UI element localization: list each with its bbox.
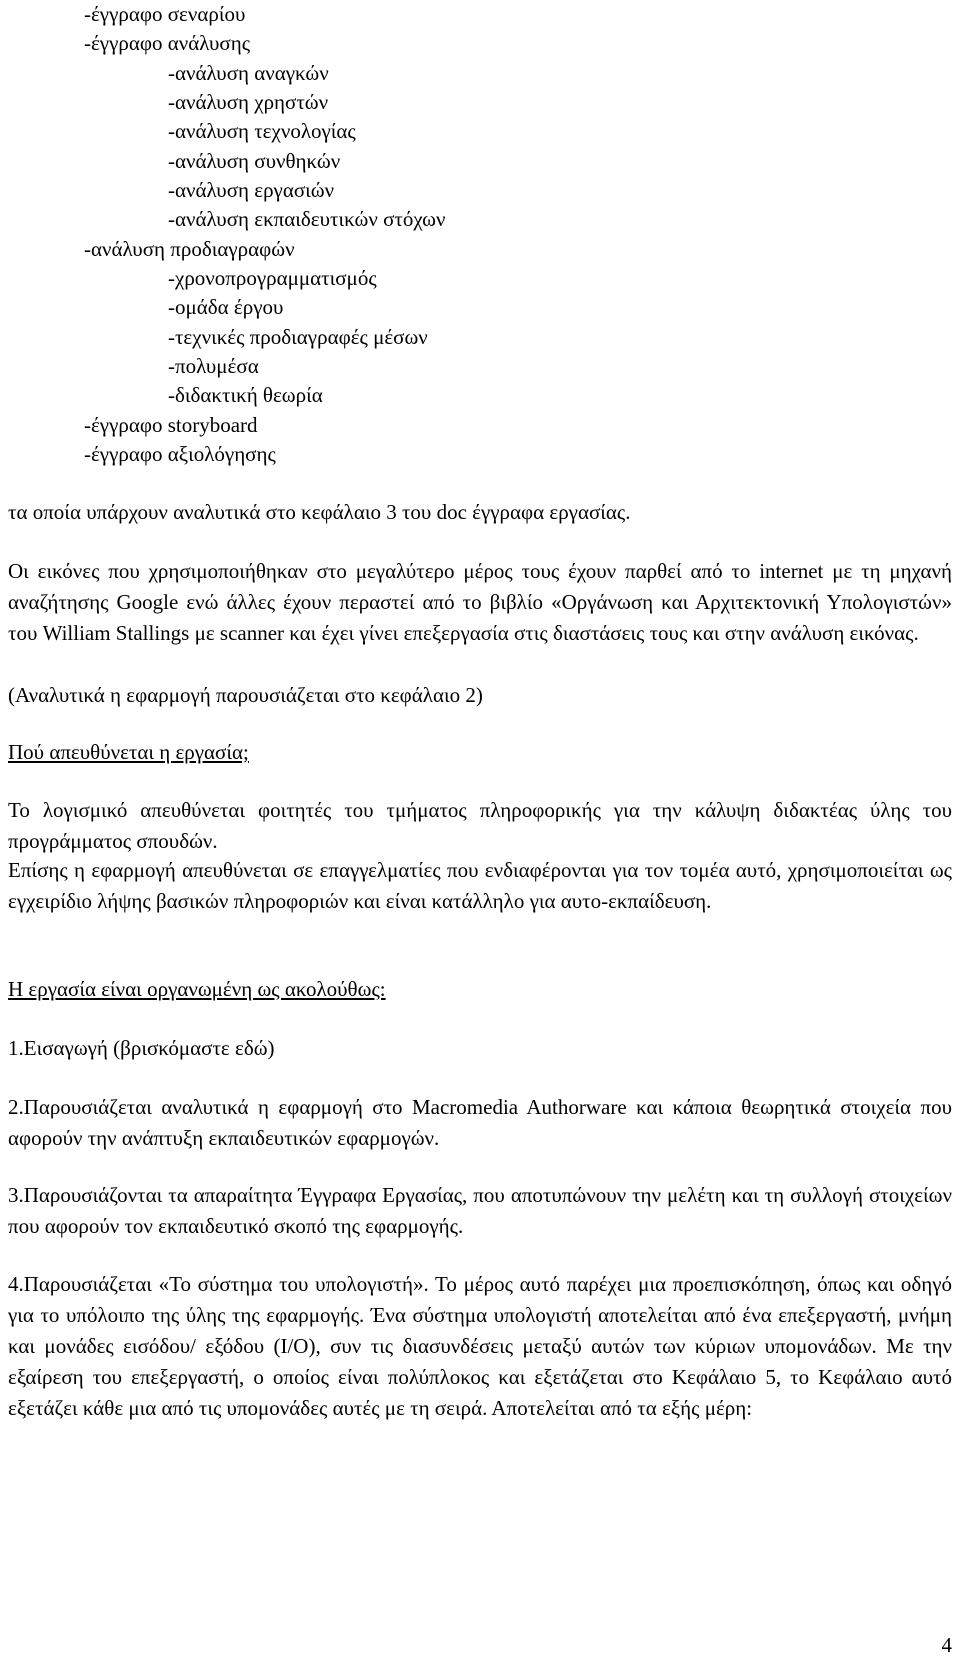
- list-item: -διδακτική θεωρία: [168, 383, 323, 407]
- audience-paragraph-1: Το λογισμικό απευθύνεται φοιτητές του τμήματος πληροφορικής για την κάλυψη διδακτέας ύλης του προγράμματος σπουδών.: [8, 798, 952, 853]
- list-item: -έγγραφο αξιολόγησης: [84, 442, 276, 466]
- list-item: -ομάδα έργου: [168, 295, 284, 319]
- list-item: -ανάλυση συνθηκών: [168, 149, 341, 173]
- list-item: -ανάλυση αναγκών: [168, 61, 329, 85]
- structure-heading-text: Η εργασία είναι οργανωμένη ως ακολούθως:: [8, 977, 386, 1001]
- structure-item: 4.Παρουσιάζεται «Το σύστημα του υπολογιστή». Το μέρος αυτό παρέχει μια προεπισκόπηση, όπως και οδηγό για το υπόλοιπο της ύλης της εφαρμογής. Ένα σύστημα υπολογιστή αποτελείται από ένα επεξεργαστή, μνήμη και μονάδες εισόδου/ εξόδου (I/O), συν τις διασυνδέσεις μεταξύ αυτών των κύριων υπομονάδων. Με την εξαίρεση του επεξεργαστή, ο οποίος είναι πολύπλοκος και εξετάζεται στο Κεφάλαιο 5, το Κεφάλαιο αυτό εξετάζει κάθε μια από τις υπομονάδες αυτές με τη σειρά. Αποτελείται από τα εξής μέρη:: [8, 1272, 952, 1420]
- list-note: τα οποία υπάρχουν αναλυτικά στο κεφάλαιο 3 του doc έγγραφα εργασίας.: [8, 500, 631, 524]
- list-item: -ανάλυση προδιαγραφών: [84, 237, 295, 261]
- list-item: -έγγραφο σεναρίου: [84, 2, 246, 26]
- list-item: -έγγραφο ανάλυσης: [84, 31, 251, 55]
- list-item: -πολυμέσα: [168, 354, 259, 378]
- list-item: -τεχνικές προδιαγραφές μέσων: [168, 325, 428, 349]
- audience-heading-text: Πού απευθύνεται η εργασία;: [8, 740, 249, 764]
- page-number: 4: [941, 1633, 952, 1657]
- structure-item: 3.Παρουσιάζονται τα απαραίτητα Έγγραφα Εργασίας, που αποτυπώνουν την μελέτη και τη συλλογή στοιχείων που αφορούν τον εκπαιδευτικό σκοπό της εφαρμογής.: [8, 1183, 952, 1238]
- list-item: -έγγραφο storyboard: [84, 413, 258, 437]
- list-item: -ανάλυση τεχνολογίας: [168, 119, 356, 143]
- images-paragraph: Οι εικόνες που χρησιμοποιήθηκαν στο μεγαλύτερο μέρος τους έχουν παρθεί από το internet με τη μηχανή αναζήτησης Google ενώ άλλες έχουν περαστεί από το βιβλίο «Οργάνωση και Αρχιτεκτονική Υπολογιστών» του William Stallings με scanner και έχει γίνει επεξεργασία στις διαστάσεις τους και στην ανάλυση εικόνας.: [8, 559, 952, 645]
- list-item: -ανάλυση εκπαιδευτικών στόχων: [168, 207, 446, 231]
- list-item: -ανάλυση εργασιών: [168, 178, 335, 202]
- structure-item: 1.Εισαγωγή (βρισκόμαστε εδώ): [8, 1036, 275, 1060]
- audience-heading: [8, 737, 952, 768]
- list-item: -χρονοπρογραμματισμός: [168, 266, 377, 290]
- audience-paragraph-2: Επίσης η εφαρμογή απευθύνεται σε επαγγελματίες που ενδιαφέρονται για τον τομέα αυτό, χρησιμοποιείται ως εγχειρίδιο λήψης βασικών πληροφοριών και είναι κατάλληλο για αυτο-εκπαίδευση.: [8, 858, 952, 913]
- list-item: -ανάλυση χρηστών: [168, 90, 329, 114]
- application-note: (Αναλυτικά η εφαρμογή παρουσιάζεται στο κεφάλαιο 2): [8, 683, 483, 707]
- structure-item: 2.Παρουσιάζεται αναλυτικά η εφαρμογή στο Macromedia Authorware και κάποια θεωρητικά στοιχεία που αφορούν την ανάπτυξη εκπαιδευτικών εφαρμογών.: [8, 1095, 952, 1150]
- structure-heading: [8, 974, 952, 1005]
